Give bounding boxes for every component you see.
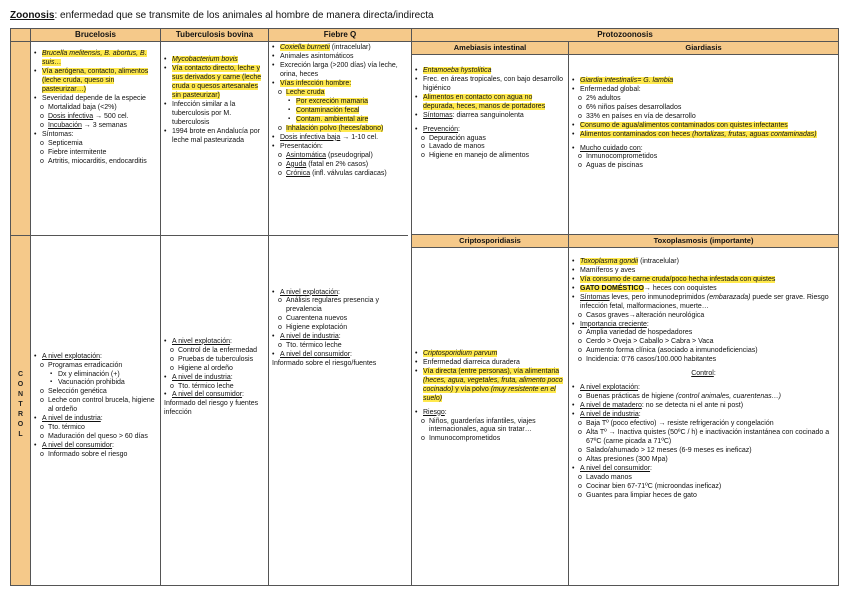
toxo-agent: Toxoplasma gondii [580, 257, 639, 265]
brucelosis-symptom: o Artritis, miocarditis, endocarditis [34, 158, 157, 167]
brucelosis-symptom: o Septicemia [34, 140, 157, 149]
cell-tuberculosis-info: • Mycobacterium bovis • Vía contacto directo, leche y sus derivados y carne (leche cruda o quesos artesanales sin pasteurizar) • Infección similar a la tuberculosis por M. tuberculosis • 1994 brote en Andalucía por leche mal pasteurizada • A nivel explotación: o Control de la enfermedad o Pruebas de tuberculosis o Higiene al ordeño • A nivel de industria: o Tto. térmico leche • A nivel del consumidor: Informado del riesgo y fuentes infección [161, 42, 269, 586]
brucelosis-incub-value: → 3 semanas [81, 121, 127, 129]
cripto-disease: • Enfermedad diarreica duradera [415, 359, 565, 368]
brucelosis-control-con-label: A nivel del consumidor [42, 442, 113, 450]
tuberculosis-control-item: o Control de la enfermedad [164, 347, 265, 356]
zoonosis-table [10, 28, 839, 586]
giardiasis-agent: Giardia intestinalis= G. lambia [580, 76, 674, 84]
cell-cripto: Criptosporidiasis • Criptosporidium parvum • Enfermedad diarreica duradera • Vía directa (entre personas), vía alimentaria (heces, agua, vegetales, fruta, alimento poco cocinado) y vía polvo (muy resistente en el suelo) • Riesgo: o Niños, guarderías infantiles, viajes internacionales, agua sin tratar… o Inmunocomprometidos [412, 235, 569, 586]
header-brucelosis: Brucelosis [31, 29, 161, 42]
giardiasis-foods-note: (hortalizas, frutas, aguas contaminadas) [692, 130, 817, 138]
toxo-imp-item: o Cerdo > Oveja > Caballo > Cabra > Vaca [572, 338, 835, 347]
toxo-control-title: Control [691, 370, 714, 378]
tuberculosis-control-exp-label: A nivel explotación [172, 337, 230, 345]
fiebre-q-control-text: Informado sobre el riesgo/fuentes [272, 360, 377, 368]
brucelosis-control-subitem: ▪ Dx y eliminación (+) [34, 371, 157, 380]
amebiasis-prev-label: Prevención [423, 125, 459, 133]
giardiasis-global-label: • Enfermedad global: [572, 86, 835, 95]
tuberculosis-via: Vía contacto directo, leche y sus derivados y carne (leche cruda o quesos artesanales sin pasteurizar) [172, 65, 262, 100]
fiebre-q-pres-label: • Presentación: [272, 143, 408, 152]
amebiasis-agent: Entamoeba hystolitica [423, 66, 492, 74]
control-letter: C [17, 371, 24, 378]
toxo-mat-text: : no se detecta ni el ante ni post) [641, 402, 744, 410]
fiebre-q-control-item: o Tto. térmico leche [272, 342, 408, 351]
fiebre-q-vias-label: Vías infección hombre: [280, 80, 352, 88]
cell-giardiasis: Giardiasis • Giardia intestinalis= G. lambia • Enfermedad global: o 2% adultos o 6% niños países desarrollados o 33% en países en vía de desarrollo • Consumo de agua/alimentos contaminados con quistes infectantes • Alimentos contaminados con heces (hortalizas, frutas, aguas contaminadas) • Mucho cuidado con: o Inmunocomprometidos o Aguas de piscinas [569, 42, 839, 235]
fiebre-q-dose-label: Dosis infectiva baja [280, 133, 341, 141]
brucelosis-severity: • Severidad depende de la especie [34, 95, 157, 104]
amebiasis-freq: • Frec. en áreas tropicales, con bajo desarrollo higiénico [415, 76, 565, 94]
brucelosis-control-item: o Tto. térmico [34, 424, 157, 433]
brucelosis-control-item: o Programas erradicación [34, 362, 157, 371]
amebiasis-symptoms: : diarrea sanguinolenta [452, 111, 524, 119]
header-tuberculosis: Tuberculosis bovina [161, 29, 269, 42]
cripto-risk-label: Riesgo [423, 408, 445, 416]
control-letter: O [17, 381, 24, 388]
control-divider [10, 235, 408, 236]
toxo-exp-item: Buenas prácticas de higiene [586, 393, 676, 401]
toxo-cat-rest: → heces con ooquistes [643, 284, 717, 292]
fiebre-q-pres-item: Aguda [286, 160, 307, 168]
brucelosis-control-exp-label: A nivel explotación [42, 352, 100, 360]
toxo-cat: GATO DOMÉSTICO [580, 284, 644, 292]
tuberculosis-control-item: o Tto. térmico leche [164, 383, 265, 392]
fiebre-q-pres-note: (fatal en 2% casos) [306, 160, 369, 168]
giardiasis-care-item: o Aguas de piscinas [572, 162, 835, 171]
cell-brucelosis-info: • Brucella melitensis, B. abortus, B. suis… • Vía aerógena, contacto, alimentos (leche cruda, queso sin pasteurizar…) • Severidad depende de la especie o Mortalidad baja (<2%) o Dosis infectiva → 500 cel. o Incubación → 3 semanas • Síntomas: o Septicemia o Fiebre intermitente o Artritis, miocarditis, endocarditis • A nivel explotación: o Programas erradicación ▪ Dx y eliminación (+) ▪ Vacunación prohibida o Selección genética o Leche con control brucela, higiene al ordeño • A nivel de industria: o Tto. térmico o Maduración del queso > 60 días • A nivel del consumidor: o Informado sobre el riesgo [31, 42, 161, 586]
brucelosis-symptom: o Fiebre intermitente [34, 149, 157, 158]
page-title [10, 10, 434, 21]
fiebre-q-control-exp-label: A nivel explotación [280, 288, 338, 296]
header-giardiasis: Giardiasis [569, 42, 838, 55]
header-cripto: Criptosporidiasis [412, 235, 568, 248]
cripto-via-polvo: y vía polvo [453, 385, 491, 393]
tuberculosis-control-con-label: A nivel del consumidor [172, 391, 243, 399]
brucelosis-control-item: o Selección genética [34, 388, 157, 397]
control-letter: R [17, 411, 24, 418]
giardiasis-global-item: o 6% niños países desarrollados [572, 104, 835, 113]
toxo-symp-sub: o Casos graves→alteración neurológica [572, 312, 835, 321]
fiebre-q-control-item: o Higiene explotación [272, 324, 408, 333]
header-protozoonosis: Protozoonosis [412, 29, 839, 42]
tuberculosis-outbreak: • 1994 brote en Andalucía por leche mal pasteurizada [164, 128, 265, 146]
brucelosis-control-ind-label: A nivel de industria [42, 415, 101, 423]
toxo-imp-label: Importancia creciente [580, 320, 647, 328]
toxo-con-item: o Guantes para limpiar heces de gato [572, 492, 835, 501]
side-empty [11, 42, 31, 586]
fiebre-q-pres-note: (infl. válvulas cardiacas) [310, 169, 387, 177]
giardiasis-care-label: Mucho cuidado con [580, 144, 641, 152]
fiebre-q-control-item: o Cuarentena nuevos [272, 315, 408, 324]
toxo-symp-rest: puede ser grave. Riesgo infección fetal, malformaciones, muerte… [580, 293, 829, 310]
brucelosis-agent: Brucella melitensis, B. abortus, B. suis… [42, 50, 147, 67]
cripto-risk-item: o Inmunocomprometidos [415, 435, 565, 444]
giardiasis-global-item: o 2% adultos [572, 95, 835, 104]
tuberculosis-agent: Mycobacterium bovis [172, 56, 238, 64]
control-letter: N [17, 391, 24, 398]
cell-fiebre-q-info: • Coxiella burnetii (intracelular) • Animales asintomáticos • Excreción larga (>200 días) vía leche, orina, heces • Vías infección hombre: o Leche cruda ▪ Por excreción mamaria ▪ Contaminación fecal ▪ Contam. ambiental aire o Inhalación polvo (heces/abono) • Dosis infectiva baja → 1-10 cel. • Presentación: o Asintomática (pseudogripal) o Aguda (fatal en 2% casos) o Crónica (infl. válvulas cardiacas) • A nivel explotación: o Análisis regulares presencia y prevalencia o Cuarentena nuevos o Higiene explotación • A nivel de industria: o Tto. térmico leche • A nivel del consumidor: Informado sobre el riesgo/fuentes [269, 42, 412, 586]
toxo-imp-item: o Aumento forma clínica (asociado a inmunodeficiencias) [572, 347, 835, 356]
cripto-agent: Criptosporidium parvum [423, 349, 498, 357]
cripto-via-polvo-note: (muy resistente en el suelo) [423, 385, 556, 402]
cripto-risk-item: o Niños, guarderías infantiles, viajes internacionales, agua sin tratar… [415, 418, 565, 436]
tuberculosis-control-text: Informado del riesgo y fuentes infección [164, 400, 259, 417]
cripto-via-note: (heces, agua, vegetales, fruta, alimento poco cocinado) [423, 376, 563, 393]
header-fiebre-q: Fiebre Q [269, 29, 412, 42]
toxo-con-item: o Cocinar bien 67-71ºC (microondas ineficaz) [572, 483, 835, 492]
toxo-hosts: • Mamíferos y aves [572, 267, 835, 276]
toxo-con-item: o Lavado manos [572, 474, 835, 483]
amebiasis-foods: Alimentos en contacto con agua no depurada, heces, manos de portadores [423, 93, 546, 110]
toxo-con-label: A nivel del consumidor [580, 464, 651, 472]
toxo-mat-label: A nivel de matadero [580, 402, 642, 410]
giardiasis-water: Consumo de agua/alimentos contaminados con quistes infectantes [580, 121, 788, 129]
fiebre-q-agent-note: (intracelular) [329, 44, 371, 52]
toxo-ind-item: o Altas presiones (300 Mpa) [572, 456, 835, 465]
fiebre-q-excretion: • Excreción larga (>200 días) vía leche, orina, heces [272, 62, 408, 80]
fiebre-q-agent: Coxiella burnetii [280, 44, 330, 52]
toxo-agent-note: (intracelular) [638, 257, 679, 265]
toxo-ind-item: o Baja Tº (poco efectivo) → resiste refrigeración y congelación [572, 420, 835, 429]
control-letter: T [18, 401, 23, 408]
toxo-symp-label: Síntomas [580, 293, 610, 301]
fiebre-q-leche-sub: Contam. ambiental aire [296, 115, 369, 123]
brucelosis-control-item: o Maduración del queso > 60 días [34, 433, 157, 442]
fiebre-q-leche-sub: Contaminación fecal [296, 106, 360, 114]
brucelosis-via: Vía aerógena, contacto, alimentos (leche cruda, queso sin pasteurizar…) [42, 68, 149, 94]
toxo-symp: leves, pero inmunodeprimidos [609, 293, 707, 301]
fiebre-q-leche-sub: Por excreción mamaria [296, 97, 368, 105]
fiebre-q-dose-value: → 1-10 cel. [340, 133, 379, 141]
corner-header [11, 29, 31, 42]
tuberculosis-control-item: o Higiene al ordeño [164, 365, 265, 374]
brucelosis-control-item: o Informado sobre el riesgo [34, 451, 157, 460]
brucelosis-symptoms-label: Síntomas [42, 130, 72, 138]
fiebre-q-control-item: o Análisis regulares presencia y prevalencia [272, 297, 408, 315]
amebiasis-prev-item: o Depuración aguas [415, 135, 565, 144]
fiebre-q-asympt: • Animales asintomáticos [272, 53, 408, 62]
title-definition: : enfermedad que se transmite de los animales al hombre de manera directa/indirecta [54, 10, 434, 21]
toxo-imp-item: o Incidencia: 0'76 casos/100.000 habitantes [572, 356, 835, 365]
brucelosis-dose-value: → 500 cel. [93, 112, 129, 120]
fiebre-q-pres-item: Asintomática [286, 151, 327, 159]
fiebre-q-control-con-label: A nivel del consumidor [280, 351, 351, 359]
giardiasis-foods: Alimentos contaminados con heces [580, 130, 693, 138]
brucelosis-control-item: o Leche con control brucela, higiene al ordeño [34, 397, 157, 415]
toxo-ind-item: o Alta Tº → Inactiva quistes (50ºC / h) e inactivación instantánea con cocinado a 67ºC (carne picada a 71ºC) [572, 429, 835, 447]
fiebre-q-pres-item: Crónica [286, 169, 311, 177]
toxo-symp-note: (embarazada) [706, 293, 751, 301]
control-letter: O [17, 421, 24, 428]
header-toxo: Toxoplasmosis (importante) [569, 235, 838, 248]
toxo-imp-item: o Amplia variedad de hospedadores [572, 329, 835, 338]
control-side-label [11, 370, 30, 440]
fiebre-q-inhal: Inhalación polvo (heces/abono) [286, 124, 384, 132]
cripto-via: Vía directa (entre personas), vía alimentaria [423, 367, 560, 375]
amebiasis-prev-item: o Higiene en manejo de alimentos [415, 152, 565, 161]
brucelosis-incub-label: Incubación [48, 121, 82, 129]
toxo-via: Vía consumo de carne cruda/poco hecha infestada con quistes [580, 275, 776, 283]
cell-toxo: Toxoplasmosis (importante) • Toxoplasma gondii (intracelular) • Mamíferos y aves • Vía consumo de carne cruda/poco hecha infestada con quistes • GATO DOMÉSTICO→ heces con ooquistes • Síntomas leves, pero inmunodeprimidos (embarazada) puede ser grave. Riesgo infección fetal, malformaciones, muerte… o Casos graves→alteración neurológica • Importancia creciente: o Amplia variedad de hospedadores o Cerdo > Oveja > Caballo > Cabra > Vaca o Aumento forma clínica (asociado a inmunodeficiencias) o Incidencia: 0'76 casos/100.000 habitantes Control: • A nivel explotación: o Buenas prácticas de higiene (control animales, cuarentenas…) • A nivel de matadero: no se detecta ni el ante ni post) • A nivel de industria: o Baja Tº (poco efectivo) → resiste refrigeración y congelación o Alta Tº → Inactiva quistes (50ºC / h) e inactivación instantánea con cocinado a 67ºC (carne picada a 71ºC) o Salado/ahumado > 12 meses (6-9 meses es ineficaz) o Altas presiones (300 Mpa) • A nivel del consumidor: o Lavado manos o Cocinar bien 67-71ºC (microondas ineficaz) o Guantes para limpiar heces de gato [569, 235, 839, 586]
control-letter: L [18, 431, 23, 438]
amebiasis-symptoms-label: Síntomas [423, 111, 453, 119]
amebiasis-prev-item: o Lavado de manos [415, 143, 565, 152]
brucelosis-control-subitem: ▪ Vacunación prohibida [34, 379, 157, 388]
giardiasis-global-item: o 33% en países en vía de desarrollo [572, 113, 835, 122]
toxo-ind-label: A nivel de industria [580, 411, 639, 419]
fiebre-q-pres-note: (pseudogripal) [326, 151, 373, 159]
toxo-ind-item: o Salado/ahumado > 12 meses (6-9 meses es ineficaz) [572, 447, 835, 456]
tuberculosis-similar: • Infección similar a la tuberculosis por M. tuberculosis [164, 101, 265, 128]
brucelosis-mortality: o Mortalidad baja (<2%) [34, 104, 157, 113]
toxo-exp-note: (control animales, cuarentenas…) [675, 393, 781, 401]
fiebre-q-control-ind-label: A nivel de industria [280, 333, 339, 341]
tuberculosis-control-ind-label: A nivel de industria [172, 373, 231, 381]
tuberculosis-control-item: o Pruebas de tuberculosis [164, 356, 265, 365]
title-term: Zoonosis [10, 10, 55, 21]
toxo-exp-label: A nivel explotación [580, 384, 638, 392]
fiebre-q-leche: Leche cruda [286, 89, 325, 96]
header-amebiasis: Amebiasis intestinal [412, 42, 568, 55]
brucelosis-dose-label: Dosis infectiva [48, 112, 94, 120]
giardiasis-care-item: o Inmunocomprometidos [572, 153, 835, 162]
cell-amebiasis: Amebiasis intestinal • Entamoeba hystolitica • Frec. en áreas tropicales, con bajo desarrollo higiénico • Alimentos en contacto con agua no depurada, heces, manos de portadores • Síntomas: diarrea sanguinolenta • Prevención: o Depuración aguas o Lavado de manos o Higiene en manejo de alimentos [412, 42, 569, 235]
